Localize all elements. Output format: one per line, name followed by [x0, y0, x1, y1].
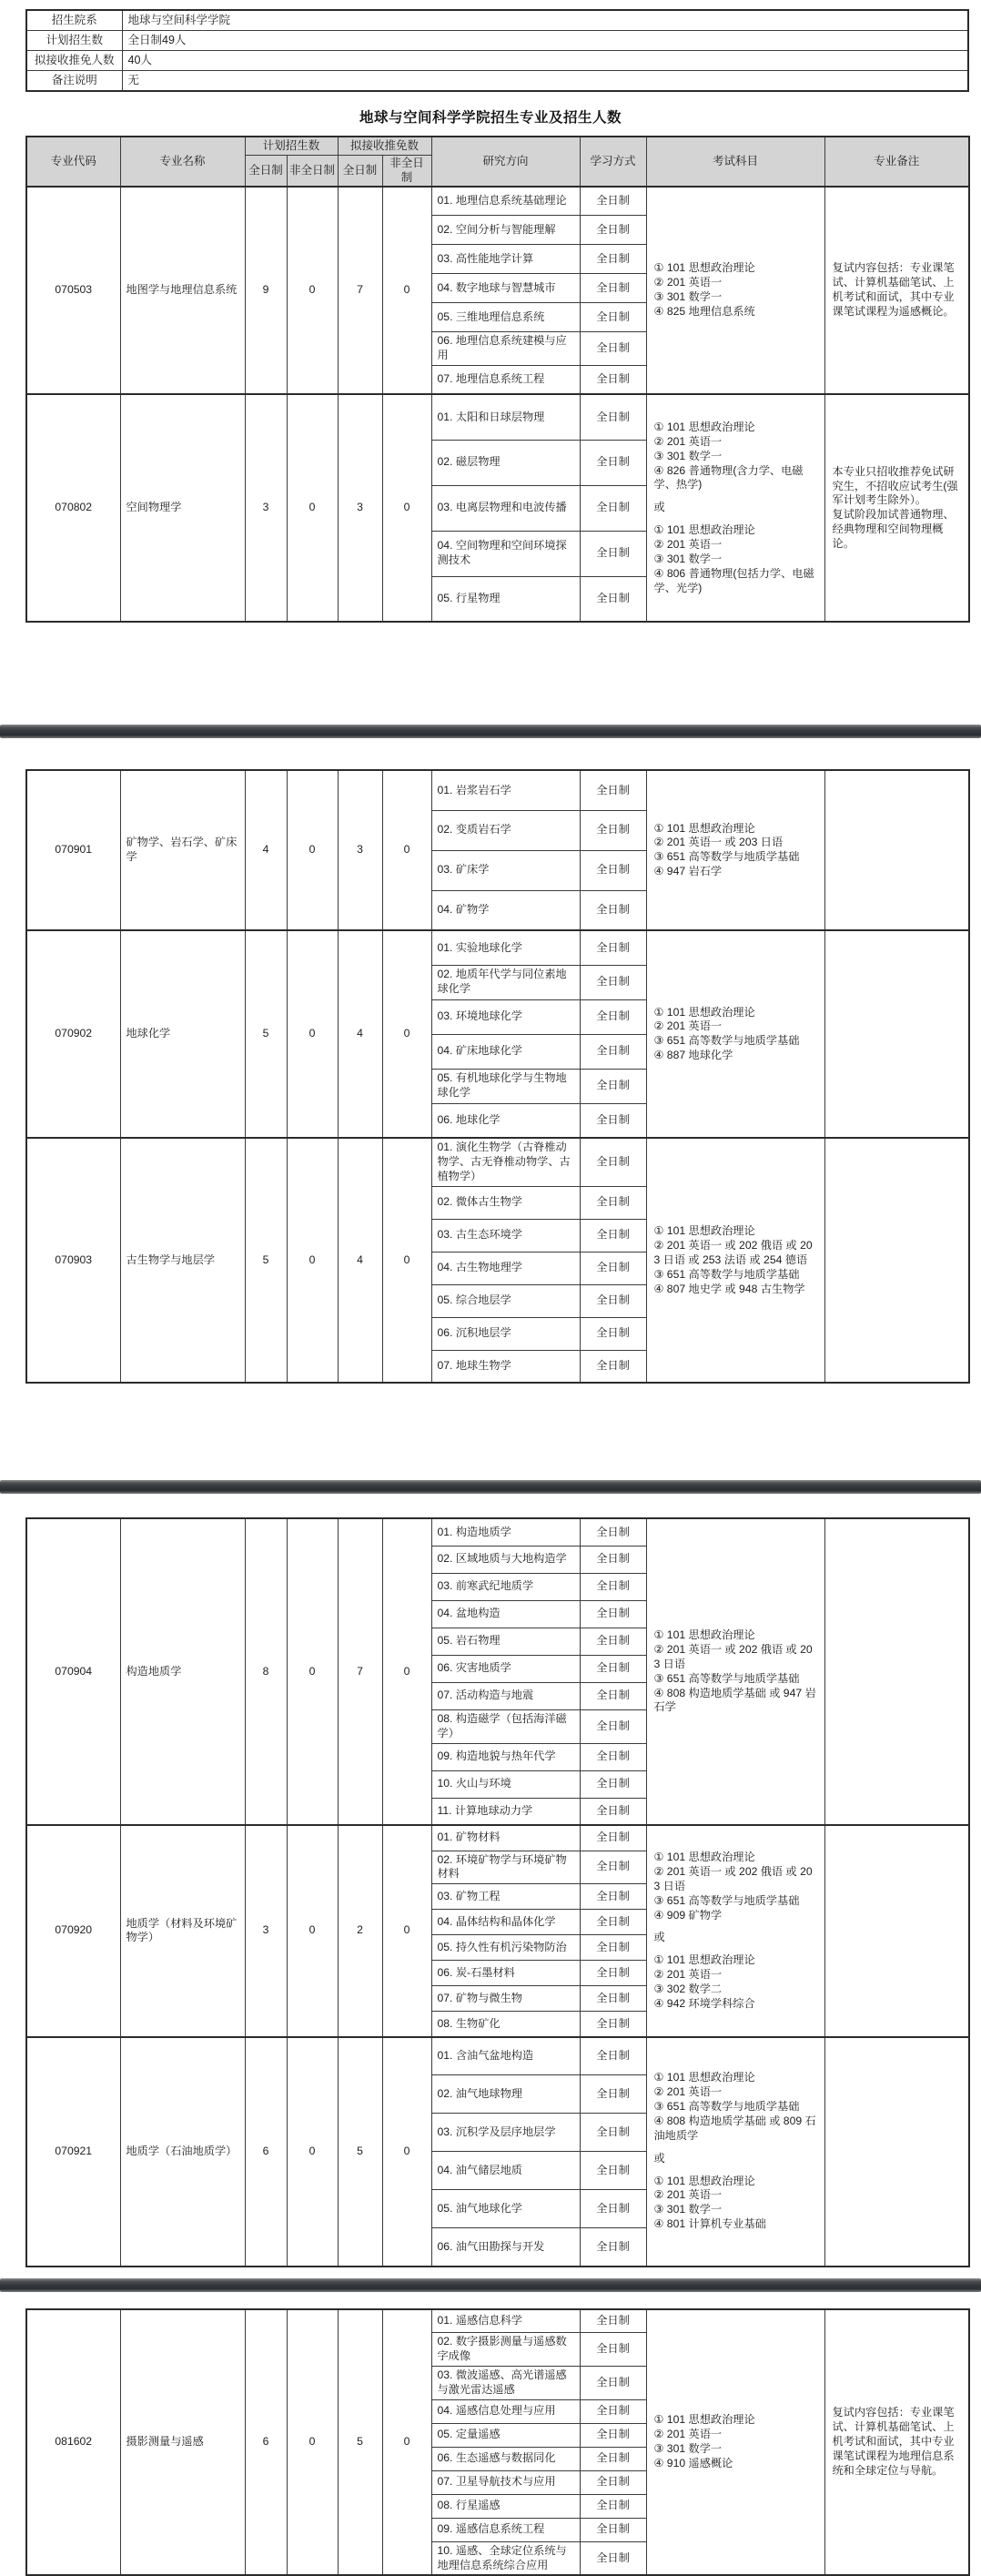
tuimian-parttime-count: 0: [382, 2037, 431, 2267]
exam-subjects: ① 101 思想政治理论 ② 201 英语一 ③ 301 数学一 ④ 825 地理信息系统: [646, 187, 824, 395]
study-mode: 全日制: [580, 2037, 646, 2075]
study-mode: 全日制: [580, 1910, 646, 1935]
program-name: 古生物学与地层学: [120, 1138, 245, 1383]
page-break-bar: [0, 1480, 981, 1494]
study-mode: 全日制: [580, 1252, 646, 1284]
direction-label: 03. 微波遥感、高光谱遥感与激光雷达遥感: [431, 2366, 580, 2399]
direction-label: 08. 生物矿化: [431, 2012, 580, 2037]
study-mode: 全日制: [580, 2012, 646, 2037]
document-page: [0, 9, 981, 2571]
direction-label: 06. 油气田勘探与开发: [431, 2228, 580, 2267]
direction-label: 01. 遥感信息科学: [431, 2309, 580, 2333]
tuimian-fulltime-count: 2: [338, 1825, 382, 2037]
study-mode: 全日制: [580, 1138, 646, 1186]
study-mode: 全日制: [580, 2399, 646, 2423]
header-direction: 研究方向: [431, 137, 580, 187]
tuimian-fulltime-count: 4: [338, 930, 382, 1138]
program-remark: [824, 2037, 969, 2267]
study-mode: 全日制: [580, 2494, 646, 2518]
study-mode: 全日制: [580, 274, 646, 303]
study-mode: 全日制: [580, 1103, 646, 1138]
info-value: 全日制49人: [122, 31, 968, 51]
tuimian-parttime-count: 0: [382, 770, 431, 930]
program-remark: [824, 930, 969, 1138]
tuimian-parttime-count: 0: [382, 1518, 431, 1825]
program-remark: [824, 1518, 969, 1825]
direction-label: 01. 演化生物学（古脊椎动物学、古无脊椎动物学、古植物学）: [431, 1138, 580, 1186]
programs-table-1: [25, 136, 970, 623]
program-remark: [824, 770, 969, 930]
tuimian-fulltime-count: 4: [338, 1138, 382, 1383]
study-mode: 全日制: [580, 890, 646, 930]
program-name: 摄影测量与遥感: [120, 2309, 245, 2576]
header-remark: 专业备注: [824, 137, 969, 187]
header-tuimian: 拟接收推免数: [338, 137, 431, 156]
header-plan: 计划招生数: [245, 137, 338, 156]
direction-row: [26, 1825, 969, 1851]
direction-label: 04. 空间物理和空间环境探测技术: [431, 531, 580, 576]
study-mode: 全日制: [580, 1770, 646, 1798]
direction-label: 08. 行星遥感: [431, 2494, 580, 2518]
info-table: [25, 9, 969, 92]
study-mode: 全日制: [580, 332, 646, 366]
header-parttime: 非全日制: [287, 156, 338, 187]
exam-subjects: ① 101 思想政治理论 ② 201 英语一 ③ 301 数学一 ④ 910 遥感概论: [646, 2309, 824, 2576]
exam-subjects: ① 101 思想政治理论 ② 201 英语一 或 202 俄语 或 203 日语 或 253 法语 或 254 德语 ③ 651 高等数学与地质学基础 ④ 807 地史学 或 948 古生物学: [646, 1138, 824, 1383]
study-mode: 全日制: [580, 1682, 646, 1709]
direction-label: 04. 矿床地球化学: [431, 1034, 580, 1069]
tuimian-parttime-count: 0: [382, 187, 431, 395]
direction-label: 03. 矿物工程: [431, 1884, 580, 1910]
header-code: 专业代码: [26, 137, 120, 187]
direction-label: 02. 空间分析与智能理解: [431, 216, 580, 245]
program-code: 070904: [26, 1518, 120, 1825]
study-mode: 全日制: [580, 1961, 646, 1986]
direction-label: 03. 矿床学: [431, 850, 580, 890]
direction-label: 11. 计算地球动力学: [431, 1798, 580, 1825]
direction-label: 03. 前寒武纪地质学: [431, 1573, 580, 1600]
study-mode: 全日制: [580, 1546, 646, 1573]
study-mode: 全日制: [580, 1034, 646, 1069]
direction-row: [26, 770, 969, 810]
exam-subjects: ① 101 思想政治理论 ② 201 英语一 或 202 俄语 或 203 日语 ③ 651 高等数学与地质学基础 ④ 909 矿物学 或 ① 101 思想政治理论 ② 201 英语一 ③ 302 数学二 ④ 942 环境学科综合: [646, 1825, 824, 2037]
direction-label: 06. 灾害地质学: [431, 1655, 580, 1682]
program-code: 070902: [26, 930, 120, 1138]
direction-label: 03. 沉积学及层序地层学: [431, 2114, 580, 2152]
info-row: [26, 10, 968, 31]
study-mode: 全日制: [580, 245, 646, 274]
tuimian-parttime-count: 0: [382, 1138, 431, 1383]
study-mode: 全日制: [580, 1600, 646, 1628]
direction-label: 04. 矿物学: [431, 890, 580, 930]
study-mode: 全日制: [580, 485, 646, 531]
plan-parttime-count: 0: [287, 394, 338, 622]
study-mode: 全日制: [580, 1851, 646, 1884]
study-mode: 全日制: [580, 1573, 646, 1600]
direction-label: 04. 晶体结构和晶体化学: [431, 1910, 580, 1935]
program-code: 070802: [26, 394, 120, 622]
plan-fulltime-count: 6: [245, 2037, 287, 2267]
tuimian-fulltime-count: 7: [338, 187, 382, 395]
study-mode: 全日制: [580, 2075, 646, 2114]
program-name: 地质学（材料及环境矿物学）: [120, 1825, 245, 2037]
program-name: 地质学（石油地质学）: [120, 2037, 245, 2267]
study-mode: 全日制: [580, 1986, 646, 2012]
study-mode: 全日制: [580, 999, 646, 1034]
study-mode: 全日制: [580, 2470, 646, 2494]
tuimian-parttime-count: 0: [382, 1825, 431, 2037]
page-break-bar: [0, 725, 981, 738]
direction-label: 07. 活动构造与地震: [431, 1682, 580, 1709]
study-mode: 全日制: [580, 770, 646, 810]
direction-label: 03. 电离层物理和电波传播: [431, 485, 580, 531]
direction-label: 05. 定量遥感: [431, 2423, 580, 2447]
tuimian-fulltime-count: 3: [338, 770, 382, 930]
header-name: 专业名称: [120, 137, 245, 187]
program-code: 070903: [26, 1138, 120, 1383]
tuimian-parttime-count: 0: [382, 930, 431, 1138]
direction-label: 02. 区域地质与大地构造学: [431, 1546, 580, 1573]
program-name: 地图学与地理信息系统: [120, 187, 245, 395]
direction-label: 03. 古生态环境学: [431, 1219, 580, 1252]
exam-subjects: ① 101 思想政治理论 ② 201 英语一 ③ 651 高等数学与地质学基础 ④ 887 地球化学: [646, 930, 824, 1138]
program-name: 矿物学、岩石学、矿床学: [120, 770, 245, 930]
study-mode: 全日制: [580, 303, 646, 332]
program-remark: 复试内容包括：专业课笔试、计算机基础笔试、上机考试和面试，其中专业课笔试课程为遥感概论。: [824, 187, 969, 395]
direction-label: 04. 盆地构造: [431, 1600, 580, 1628]
direction-label: 01. 实验地球化学: [431, 930, 580, 965]
plan-fulltime-count: 6: [245, 2309, 287, 2576]
study-mode: 全日制: [580, 1743, 646, 1770]
program-remark: [824, 1138, 969, 1383]
study-mode: 全日制: [580, 365, 646, 394]
header-fulltime: 全日制: [245, 156, 287, 187]
direction-label: 01. 矿物材料: [431, 1825, 580, 1851]
direction-label: 06. 炭-石墨材料: [431, 1961, 580, 1986]
direction-label: 09. 构造地貌与热年代学: [431, 1743, 580, 1770]
tuimian-fulltime-count: 7: [338, 1518, 382, 1825]
table-header: [26, 137, 969, 187]
direction-label: 06. 地球化学: [431, 1103, 580, 1138]
direction-label: 06. 生态遥感与数据同化: [431, 2447, 580, 2470]
study-mode: 全日制: [580, 1350, 646, 1383]
page-break-bar: [0, 2278, 981, 2292]
program-name: 地球化学: [120, 930, 245, 1138]
study-mode: 全日制: [580, 2447, 646, 2470]
direction-label: 05. 行星物理: [431, 576, 580, 622]
info-label: 拟接收推免人数: [26, 51, 122, 71]
study-mode: 全日制: [580, 2541, 646, 2575]
study-mode: 全日制: [580, 930, 646, 965]
study-mode: 全日制: [580, 1219, 646, 1252]
program-code: 081602: [26, 2309, 120, 2576]
direction-label: 02. 微体古生物学: [431, 1186, 580, 1219]
tuimian-fulltime-count: 3: [338, 394, 382, 622]
program-remark: 本专业只招收推荐免试研究生，不招收应试考生(强军计划考生除外）。 复试阶段加试普通物理、经典物理和空间物理概论。: [824, 394, 969, 622]
direction-row: [26, 394, 969, 440]
plan-fulltime-count: 5: [245, 1138, 287, 1383]
direction-label: 01. 含油气盆地构造: [431, 2037, 580, 2075]
study-mode: 全日制: [580, 2309, 646, 2333]
direction-label: 05. 有机地球化学与生物地球化学: [431, 1069, 580, 1103]
study-mode: 全日制: [580, 1628, 646, 1655]
program-code: 070920: [26, 1825, 120, 2037]
program-remark: [824, 1825, 969, 2037]
programs-table-4: [25, 2308, 970, 2576]
study-mode: 全日制: [580, 1825, 646, 1851]
study-mode: 全日制: [580, 576, 646, 622]
plan-parttime-count: 0: [287, 1518, 338, 1825]
study-mode: 全日制: [580, 531, 646, 576]
study-mode: 全日制: [580, 2228, 646, 2267]
plan-parttime-count: 0: [287, 930, 338, 1138]
program-name: 空间物理学: [120, 394, 245, 622]
plan-parttime-count: 0: [287, 1138, 338, 1383]
study-mode: 全日制: [580, 1798, 646, 1825]
direction-label: 05. 综合地层学: [431, 1284, 580, 1317]
direction-label: 03. 高性能地学计算: [431, 245, 580, 274]
direction-label: 06. 沉积地层学: [431, 1317, 580, 1350]
direction-label: 01. 地理信息系统基础理论: [431, 187, 580, 216]
study-mode: 全日制: [580, 1317, 646, 1350]
study-mode: 全日制: [580, 187, 646, 216]
study-mode: 全日制: [580, 2114, 646, 2152]
info-row: [26, 51, 968, 71]
study-mode: 全日制: [580, 2190, 646, 2228]
direction-label: 01. 太阳和日球层物理: [431, 394, 580, 440]
info-row: [26, 31, 968, 51]
direction-label: 01. 构造地质学: [431, 1518, 580, 1546]
direction-label: 07. 地理信息系统工程: [431, 365, 580, 394]
direction-label: 05. 持久性有机污染物防治: [431, 1935, 580, 1961]
study-mode: 全日制: [580, 2152, 646, 2190]
plan-parttime-count: 0: [287, 770, 338, 930]
exam-subjects: ① 101 思想政治理论 ② 201 英语一 ③ 301 数学一 ④ 826 普通物理(含力学、电磁学、热学) 或 ① 101 思想政治理论 ② 201 英语一 ③ 301 数学一 ④ 806 普通物理(包括力学、电磁学、光学): [646, 394, 824, 622]
direction-label: 08. 构造磁学（包括海洋磁学）: [431, 1709, 580, 1743]
info-label: 招生院系: [26, 10, 122, 31]
direction-label: 05. 油气地球化学: [431, 2190, 580, 2228]
program-remark: 复试内容包括：专业课笔试、计算机基础笔试、上机考试和面试，其中专业课笔试课程为地理信息系统和全球定位与导航。: [824, 2309, 969, 2576]
study-mode: 全日制: [580, 1935, 646, 1961]
info-value: 40人: [122, 51, 968, 71]
direction-label: 03. 环境地球化学: [431, 999, 580, 1034]
study-mode: 全日制: [580, 2333, 646, 2367]
direction-label: 02. 环境矿物学与环境矿物材料: [431, 1851, 580, 1884]
direction-label: 02. 油气地球物理: [431, 2075, 580, 2114]
study-mode: 全日制: [580, 440, 646, 485]
direction-label: 10. 火山与环境: [431, 1770, 580, 1798]
plan-fulltime-count: 4: [245, 770, 287, 930]
study-mode: 全日制: [580, 1186, 646, 1219]
study-mode: 全日制: [580, 1518, 646, 1546]
study-mode: 全日制: [580, 2423, 646, 2447]
tuimian-fulltime-count: 5: [338, 2309, 382, 2576]
direction-label: 02. 磁层物理: [431, 440, 580, 485]
programs-table-3: [25, 1517, 970, 2267]
plan-parttime-count: 0: [287, 187, 338, 395]
study-mode: 全日制: [580, 1284, 646, 1317]
plan-fulltime-count: 3: [245, 1825, 287, 2037]
tuimian-parttime-count: 0: [382, 394, 431, 622]
study-mode: 全日制: [580, 850, 646, 890]
program-code: 070921: [26, 2037, 120, 2267]
plan-parttime-count: 0: [287, 2037, 338, 2267]
program-name: 构造地质学: [120, 1518, 245, 1825]
direction-row: [26, 2037, 969, 2075]
plan-fulltime-count: 8: [245, 1518, 287, 1825]
header-fulltime: 全日制: [338, 156, 382, 187]
direction-label: 02. 地质年代学与同位素地球化学: [431, 965, 580, 999]
direction-label: 04. 数字地球与智慧城市: [431, 274, 580, 303]
plan-fulltime-count: 3: [245, 394, 287, 622]
direction-label: 07. 地球生物学: [431, 1350, 580, 1383]
direction-label: 10. 遥感、全球定位系统与地理信息系统综合应用: [431, 2541, 580, 2575]
study-mode: 全日制: [580, 810, 646, 850]
plan-fulltime-count: 5: [245, 930, 287, 1138]
page-title: 地球与空间科学学院招生专业及招生人数: [359, 110, 622, 126]
direction-label: 05. 三维地理信息系统: [431, 303, 580, 332]
direction-label: 01. 岩浆岩石学: [431, 770, 580, 810]
study-mode: 全日制: [580, 1655, 646, 1682]
header-exam: 考试科目: [646, 137, 824, 187]
study-mode: 全日制: [580, 2518, 646, 2541]
study-mode: 全日制: [580, 1069, 646, 1103]
info-label: 备注说明: [26, 71, 122, 92]
exam-subjects: ① 101 思想政治理论 ② 201 英语一 或 203 日语 ③ 651 高等数学与地质学基础 ④ 947 岩石学: [646, 770, 824, 930]
direction-label: 07. 矿物与微生物: [431, 1986, 580, 2012]
study-mode: 全日制: [580, 965, 646, 999]
study-mode: 全日制: [580, 2366, 646, 2399]
study-mode: 全日制: [580, 1884, 646, 1910]
direction-label: 06. 地理信息系统建模与应用: [431, 332, 580, 366]
info-value: 无: [122, 71, 968, 92]
study-mode: 全日制: [580, 394, 646, 440]
direction-label: 04. 遥感信息处理与应用: [431, 2399, 580, 2423]
direction-label: 07. 卫星导航技术与应用: [431, 2470, 580, 2494]
header-mode: 学习方式: [580, 137, 646, 187]
plan-fulltime-count: 9: [245, 187, 287, 395]
tuimian-parttime-count: 0: [382, 2309, 431, 2576]
direction-label: 09. 遥感信息系统工程: [431, 2518, 580, 2541]
direction-row: [26, 187, 969, 216]
direction-label: 02. 变质岩石学: [431, 810, 580, 850]
exam-subjects: ① 101 思想政治理论 ② 201 英语一 ③ 651 高等数学与地质学基础 ④ 808 构造地质学基础 或 809 石油地质学 或 ① 101 思想政治理论 ② 201 英语一 ③ 301 数学一 ④ 801 计算机专业基础: [646, 2037, 824, 2267]
program-code: 070901: [26, 770, 120, 930]
study-mode: 全日制: [580, 216, 646, 245]
plan-parttime-count: 0: [287, 1825, 338, 2037]
programs-table-2: [25, 769, 970, 1384]
info-value: 地球与空间科学学院: [122, 10, 968, 31]
tuimian-fulltime-count: 5: [338, 2037, 382, 2267]
program-code: 070503: [26, 187, 120, 395]
direction-label: 04. 古生物地理学: [431, 1252, 580, 1284]
info-row: [26, 71, 968, 92]
direction-label: 04. 油气储层地质: [431, 2152, 580, 2190]
direction-label: 02. 数字摄影测量与遥感数字成像: [431, 2333, 580, 2367]
direction-label: 05. 岩石物理: [431, 1628, 580, 1655]
header-parttime: 非全日制: [382, 156, 431, 187]
info-label: 计划招生数: [26, 31, 122, 51]
direction-row: [26, 2309, 969, 2333]
direction-row: [26, 1138, 969, 1186]
plan-parttime-count: 0: [287, 2309, 338, 2576]
study-mode: 全日制: [580, 1709, 646, 1743]
direction-row: [26, 1518, 969, 1546]
direction-row: [26, 930, 969, 965]
exam-subjects: ① 101 思想政治理论 ② 201 英语一 或 202 俄语 或 203 日语 ③ 651 高等数学与地质学基础 ④ 808 构造地质学基础 或 947 岩石学: [646, 1518, 824, 1825]
